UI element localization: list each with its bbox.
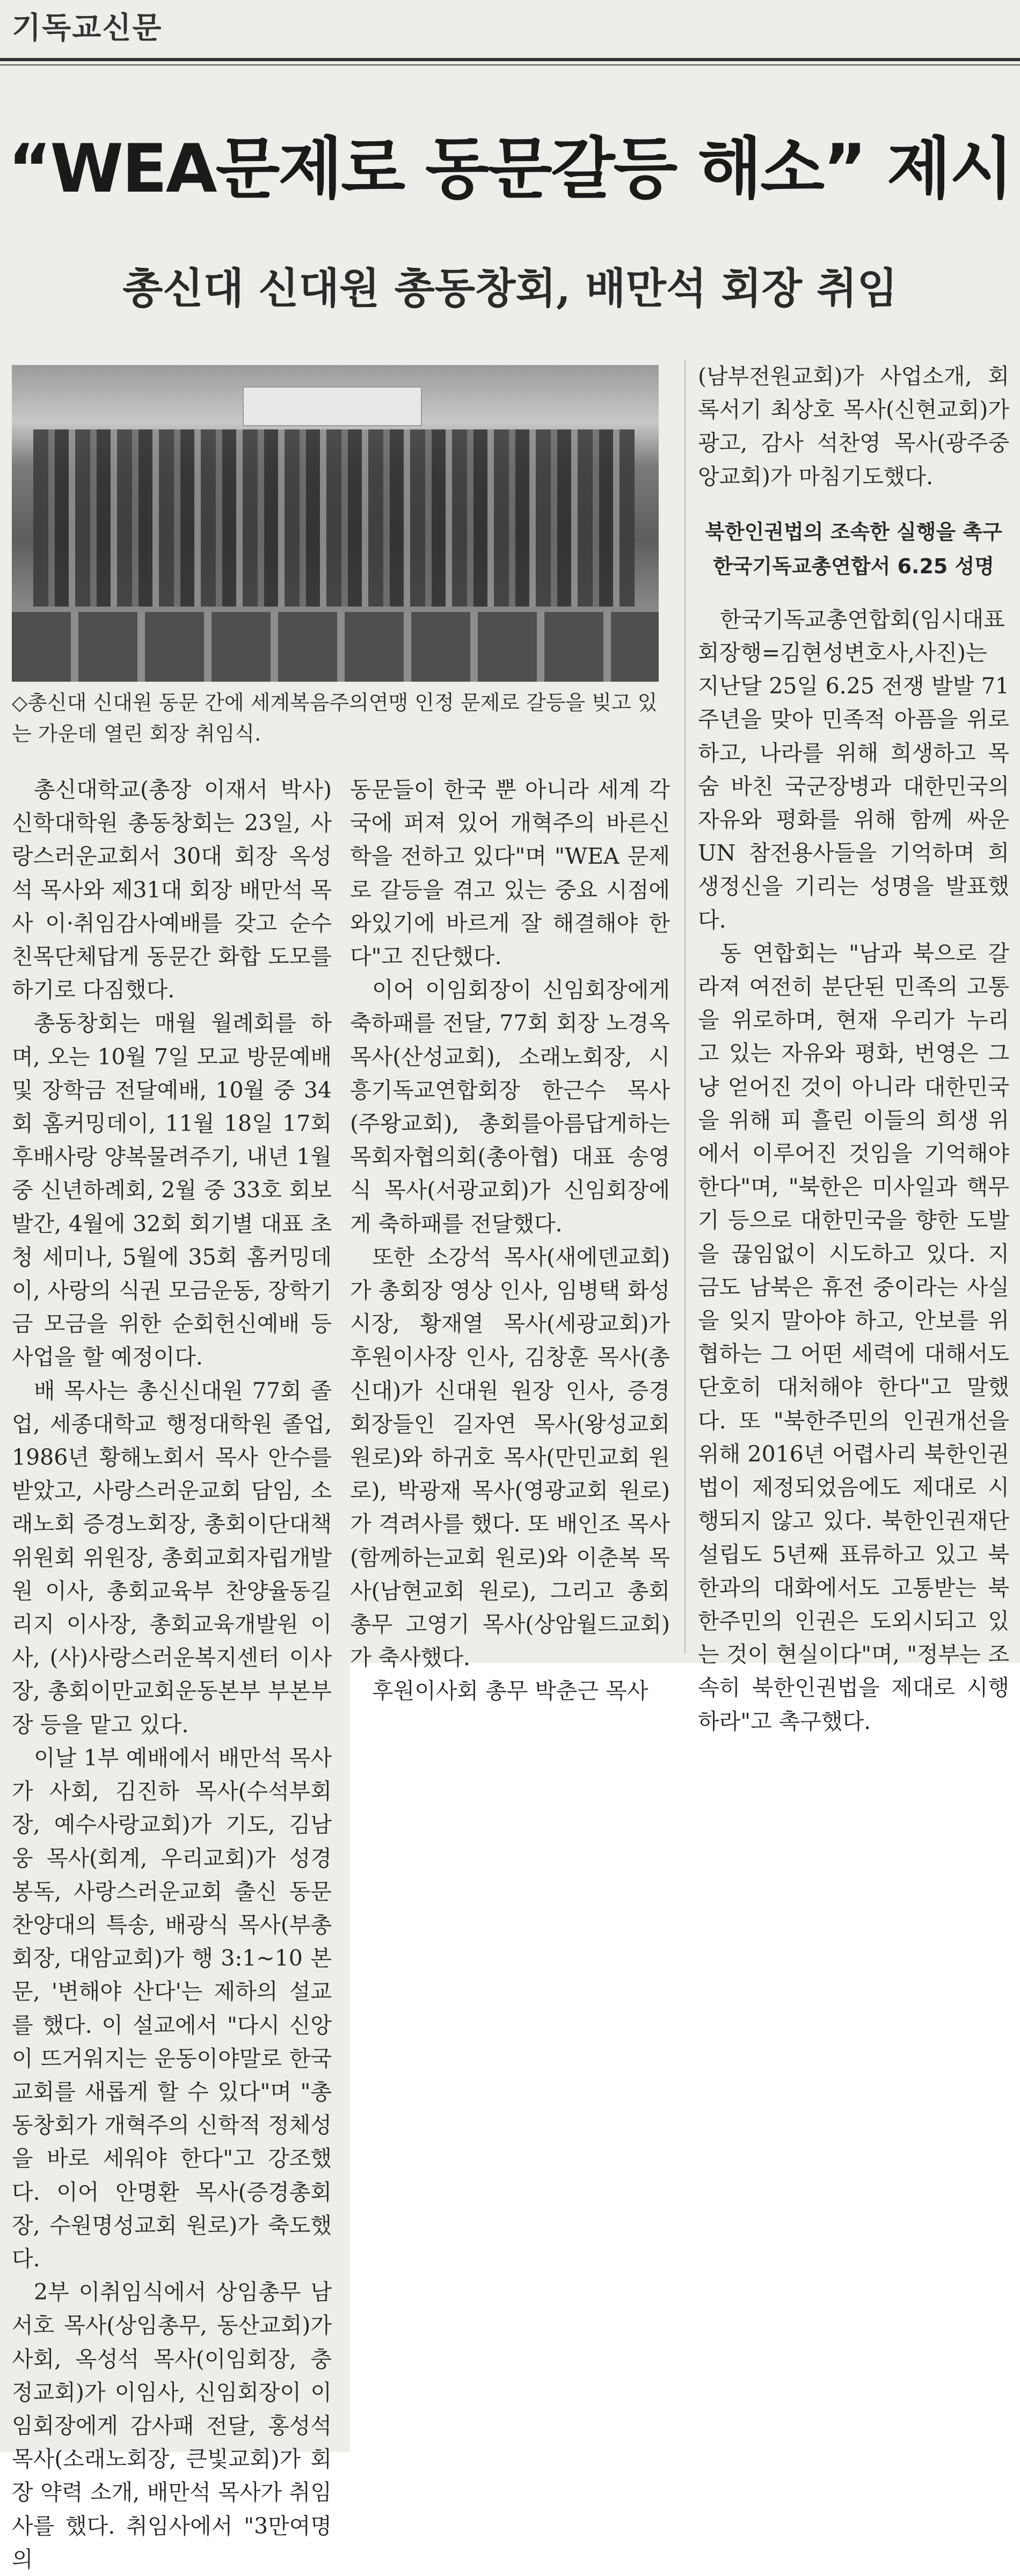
column-divider — [684, 360, 686, 1653]
article-headline: “WEA문제로 동문갈등 해소” 제시 — [8, 130, 1012, 208]
article-column-3 — [698, 360, 1009, 1738]
photo-caption: ◇총신대 신대원 동문 간에 세계복음주의연맹 인정 문제로 갈등을 빚고 있는 가운데 열린 회장 취임식. — [12, 691, 658, 746]
photo-crowd — [33, 429, 635, 607]
paragraph: 총신대학교(총장 이재서 박사) 신학대학원 총동창회는 23일, 사랑스러운교회서 30대 회장 옥성석 목사와 제31대 회장 배만석 목사 이·취임감사예배를 갖고 순수 친목단체답게 동문간 화합 도모를 하기로 다짐했다. — [12, 777, 332, 1003]
paragraph: 배 목사는 총신신대원 77회 졸업, 세종대학교 행정대학원 졸업, 1986년 황해노회서 목사 안수를 받았고, 사랑스러운교회 담임, 소래노회 증경노회장, 총회이단대책위원회 위원장, 총회교회자립개발원 이사, 총회교육부 찬양율동길리지 이사장, 총회교육개발원 이사, (사)사랑스러운복지센터 이사장, 총회이만교회운동본부 부본부장 등을 맡고 있다. — [12, 1377, 332, 1738]
article-column-1 — [12, 773, 332, 2576]
masthead-rule — [0, 58, 1020, 61]
paragraph: 총동창회는 매월 월례회를 하며, 오는 10월 7일 모교 방문예배 및 장학금 전달예배, 10월 중 34회 홈커밍데이, 11월 18일 17회 후배사랑 양복물려주기, 내년 1월 중 신년하례회, 2월 중 33호 회보 발간, 4월에 32회 회기별 대표 초청 세미나, 5월에 35회 홈커밍데이, 사랑의 식권 모금운동, 장학기금 모금을 위한 순회헌신예배 등 사업을 할 예정이다. — [12, 1010, 332, 1370]
article-subheadline: 총신대 신대원 총동창회, 배만석 회장 취임 — [122, 264, 898, 313]
paragraph: 2부 이취임식에서 상임총무 남서호 목사(상임총무, 동산교회)가 사회, 옥성석 목사(이임회장, 충정교회)가 이임사, 신임회장이 이임회장에게 감사패 전달, 홍성석 목사(소래노회장, 큰빛교회)가 회장 약력 소개, 배만석 목사가 취임사를 했다. 취임사에서 "3만여명의 — [12, 2279, 332, 2572]
newspaper-masthead: 기독교신문 — [12, 11, 163, 46]
paragraph: 이어 이임회장이 신임회장에게 축하패를 전달, 77회 회장 노경옥 목사(산성교회), 소래노회장, 시흥기독교연합회장 한근수 목사(주왕교회), 총회를아름답게하는목회자협의회(총아협) 대표 송영식 목사(서광교회)가 신임회장에게 축하패를 전달했다. — [350, 977, 670, 1237]
sub-article-headline — [698, 515, 1009, 583]
paragraph: 동문들이 한국 뿐 아니라 세계 각국에 퍼져 있어 개혁주의 바른신학을 전하고 있다"며 "WEA 문제로 갈등을 겪고 있는 중요 시점에 와있기에 바르게 잘 해결해야 한다"고 진단했다. — [350, 777, 670, 970]
photo-chairs — [12, 612, 659, 682]
masthead-rule-thin — [0, 64, 1020, 65]
paragraph: 한국기독교총연합회(임시대표회장행=김현성변호사,사진)는 지난달 25일 6.25 전쟁 발발 71주년을 맞아 민족적 아픔을 위로하고, 나라를 위해 희생하고 목숨 바친 국군장병과 대한민국의 자유와 평화를 위해 함께 싸운 UN 참전용사들을 기억하며 희생정신을 기리는 성명을 발표했다. — [698, 606, 1009, 933]
paragraph: 후원이사회 총무 박춘근 목사 — [372, 1678, 649, 1704]
paragraph: (남부전원교회)가 사업소개, 회록서기 최상호 목사(신현교회)가 광고, 감사 석찬영 목사(광주중앙교회)가 마침기도했다. — [698, 363, 1009, 490]
article-column-2 — [350, 773, 670, 1708]
sub-headline-line-2: 한국기독교총연합서 6.25 성명 — [712, 554, 994, 578]
group-photo — [12, 365, 659, 682]
paragraph: 또한 소강석 목사(새에덴교회)가 총회장 영상 인사, 임병택 화성시장, 황재열 목사(세광교회)가 후원이사장 인사, 김창훈 목사(총신대)가 신대원 원장 인사, 증경회장들인 길자연 목사(왕성교회 원로)와 하귀호 목사(만민교회 원로), 박광재 목사(영광교회 원로)가 격려사를 했다. 또 배인조 목사(함께하는교회 원로)와 이춘복 목사(남현교회 원로), 그리고 총회 총무 고영기 목사(상암월드교회)가 축사했다. — [350, 1244, 670, 1671]
paragraph: 이날 1부 예배에서 배만석 목사가 사회, 김진하 목사(수석부회장, 예수사랑교회)가 기도, 김남웅 목사(회계, 우리교회)가 성경봉독, 사랑스러운교회 출신 동문 찬양대의 특송, 배광식 목사(부총회장, 대암교회)가 행 3:1~10 본문, '변해야 산다'는 제하의 설교를 했다. 이 설교에서 "다시 신앙이 뜨거워지는 운동이야말로 한국교회를 새롭게 할 수 있다"며 "총동창회가 개혁주의 신학적 정체성을 바로 세워야 한다"고 강조했다. 이어 안명환 목사(증경총회장, 수원명성교회 원로)가 축도했다. — [12, 1745, 332, 2272]
sub-headline-line-1: 북한인권법의 조속한 실행을 촉구 — [705, 520, 1002, 544]
paragraph: 동 연합회는 "남과 북으로 갈라져 여전히 분단된 민족의 고통을 위로하며, 현재 우리가 누리고 있는 자유와 평화, 번영은 그냥 얻어진 것이 아니라 대한민국을 위해 피 흘린 이들의 희생 위에서 이루어진 것임을 기억해야 한다"며, "북한은 미사일과 핵무기 등으로 대한민국을 향한 도발을 끊임없이 시도하고 있다. 지금도 남북은 휴전 중이라는 사실을 잊지 말아야 하고, 안보를 위협하는 그 어떤 세력에 대해서도 단호히 대처해야 한다"고 말했다. 또 "북한주민의 인권개선을 위해 2016년 어렵사리 북한인권법이 제정되었음에도 제대로 시행되지 않고 있다. 북한인권재단 설립도 5년째 표류하고 있고 북한과의 대화에서도 고통받는 북한주민의 인권은 도외시되고 있는 것이 현실이다"며, "정부는 조속히 북한인권법을 제대로 시행하라"고 촉구했다. — [698, 940, 1009, 1734]
photo-banner — [243, 386, 422, 426]
